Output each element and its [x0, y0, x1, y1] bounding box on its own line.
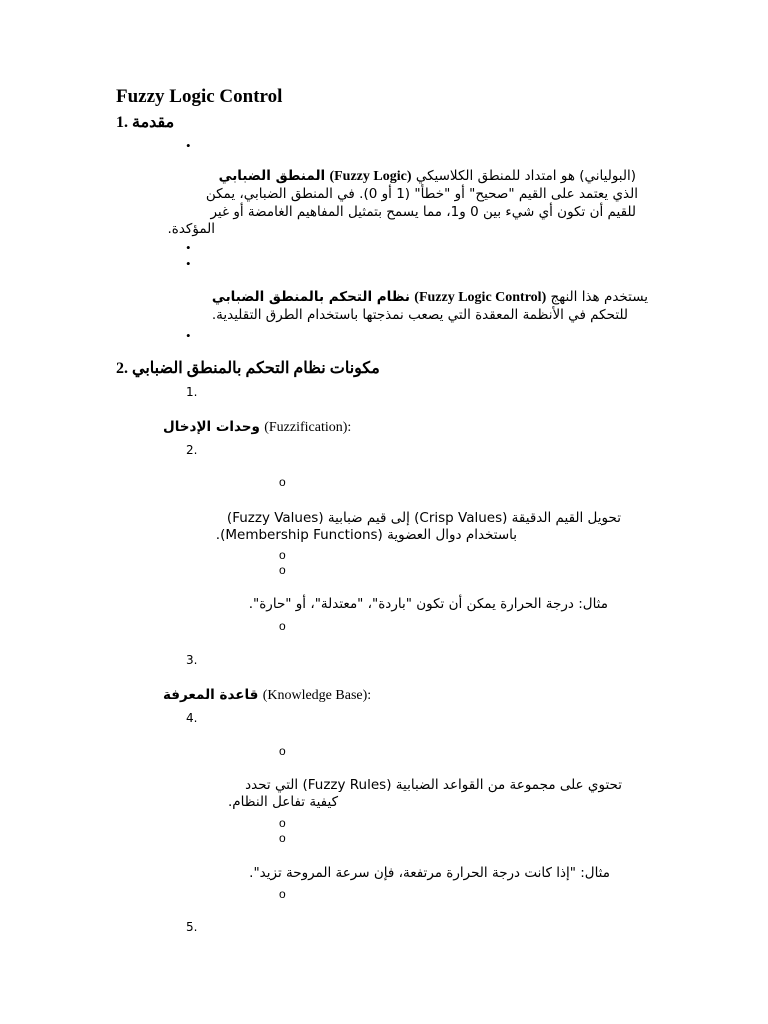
fuzzification-title-ar: وحدات الإدخال	[163, 419, 260, 435]
bullet-marker: •	[186, 138, 191, 153]
fuzzification-example: مثال: درجة الحرارة يمكن أن تكون "باردة"، "معتدلة"، أو "حارة".	[248, 596, 608, 612]
list-number: 3.	[186, 653, 198, 667]
intro-paragraph-1-line-2: الذي يعتمد على القيم "صحيح" أو "خطأ" (1 أو 0). في المنطق الضبابي، يمكن	[205, 186, 638, 202]
knowledge-base-title-en: (Knowledge Base):	[262, 688, 372, 703]
intro-p2-term-en: (Fuzzy Logic Control)	[414, 290, 547, 305]
list-number: 5.	[186, 920, 198, 934]
knowledge-base-title-ar: قاعدة المعرفة	[163, 687, 259, 703]
fuzzification-description-line-2: باستخدام دوال العضوية (Membership Functions).	[215, 527, 517, 543]
intro-paragraph-2-line-1	[128, 288, 648, 307]
sub-bullet-marker: o	[279, 831, 286, 845]
section-heading-introduction: 1. مقدمة	[116, 114, 175, 131]
bullet-marker: •	[186, 240, 191, 255]
list-number: 2.	[186, 443, 198, 457]
bullet-marker: •	[186, 328, 191, 343]
fuzzification-description-line-1: تحويل القيم الدقيقة (Crisp Values) إلى قيم ضبابية (Fuzzy Values)	[226, 510, 621, 526]
intro-paragraph-1-line-1	[136, 167, 636, 186]
bullet-marker: •	[186, 256, 191, 271]
list-number: 1.	[186, 385, 198, 399]
intro-p1-term-en: (Fuzzy Logic)	[329, 169, 412, 184]
section-heading-components: 2. مكونات نظام التحكم بالمنطق الضبابي	[116, 360, 380, 377]
sub-bullet-marker: o	[279, 744, 286, 758]
knowledge-base-description-line-2: كيفية تفاعل النظام.	[228, 794, 338, 810]
intro-p1-term-ar: المنطق الضبابي	[218, 168, 326, 184]
intro-paragraph-1-line-4: المؤكدة.	[167, 221, 215, 237]
sub-bullet-marker: o	[279, 816, 286, 830]
intro-p2-term-ar: نظام التحكم بالمنطق الضبابي	[211, 289, 410, 305]
knowledge-base-title	[163, 686, 371, 705]
fuzzification-title	[163, 418, 351, 437]
intro-p1-rest: (البولياني) هو امتداد للمنطق الكلاسيكي	[415, 168, 636, 184]
sub-bullet-marker: o	[279, 619, 286, 633]
sub-bullet-marker: o	[279, 475, 286, 489]
intro-paragraph-2-line-2: للتحكم في الأنظمة المعقدة التي يصعب نمذجتها باستخدام الطرق التقليدية.	[211, 307, 628, 323]
sub-bullet-marker: o	[279, 887, 286, 901]
list-number: 4.	[186, 711, 198, 725]
sub-bullet-marker: o	[279, 548, 286, 562]
sub-bullet-marker: o	[279, 563, 286, 577]
knowledge-base-example: مثال: "إذا كانت درجة الحرارة مرتفعة، فإن سرعة المروحة تزيد".	[249, 865, 610, 881]
intro-paragraph-1-line-3: للقيم أن تكون أي شيء بين 0 و1، مما يسمح بتمثيل المفاهيم الغامضة أو غير	[210, 204, 636, 220]
fuzzification-title-en: (Fuzzification):	[264, 420, 352, 435]
document-title: Fuzzy Logic Control	[116, 86, 283, 107]
knowledge-base-description-line-1: تحتوي على مجموعة من القواعد الضبابية (Fuzzy Rules) التي تحدد	[245, 777, 622, 793]
intro-p2-rest: يستخدم هذا النهج	[550, 289, 648, 305]
